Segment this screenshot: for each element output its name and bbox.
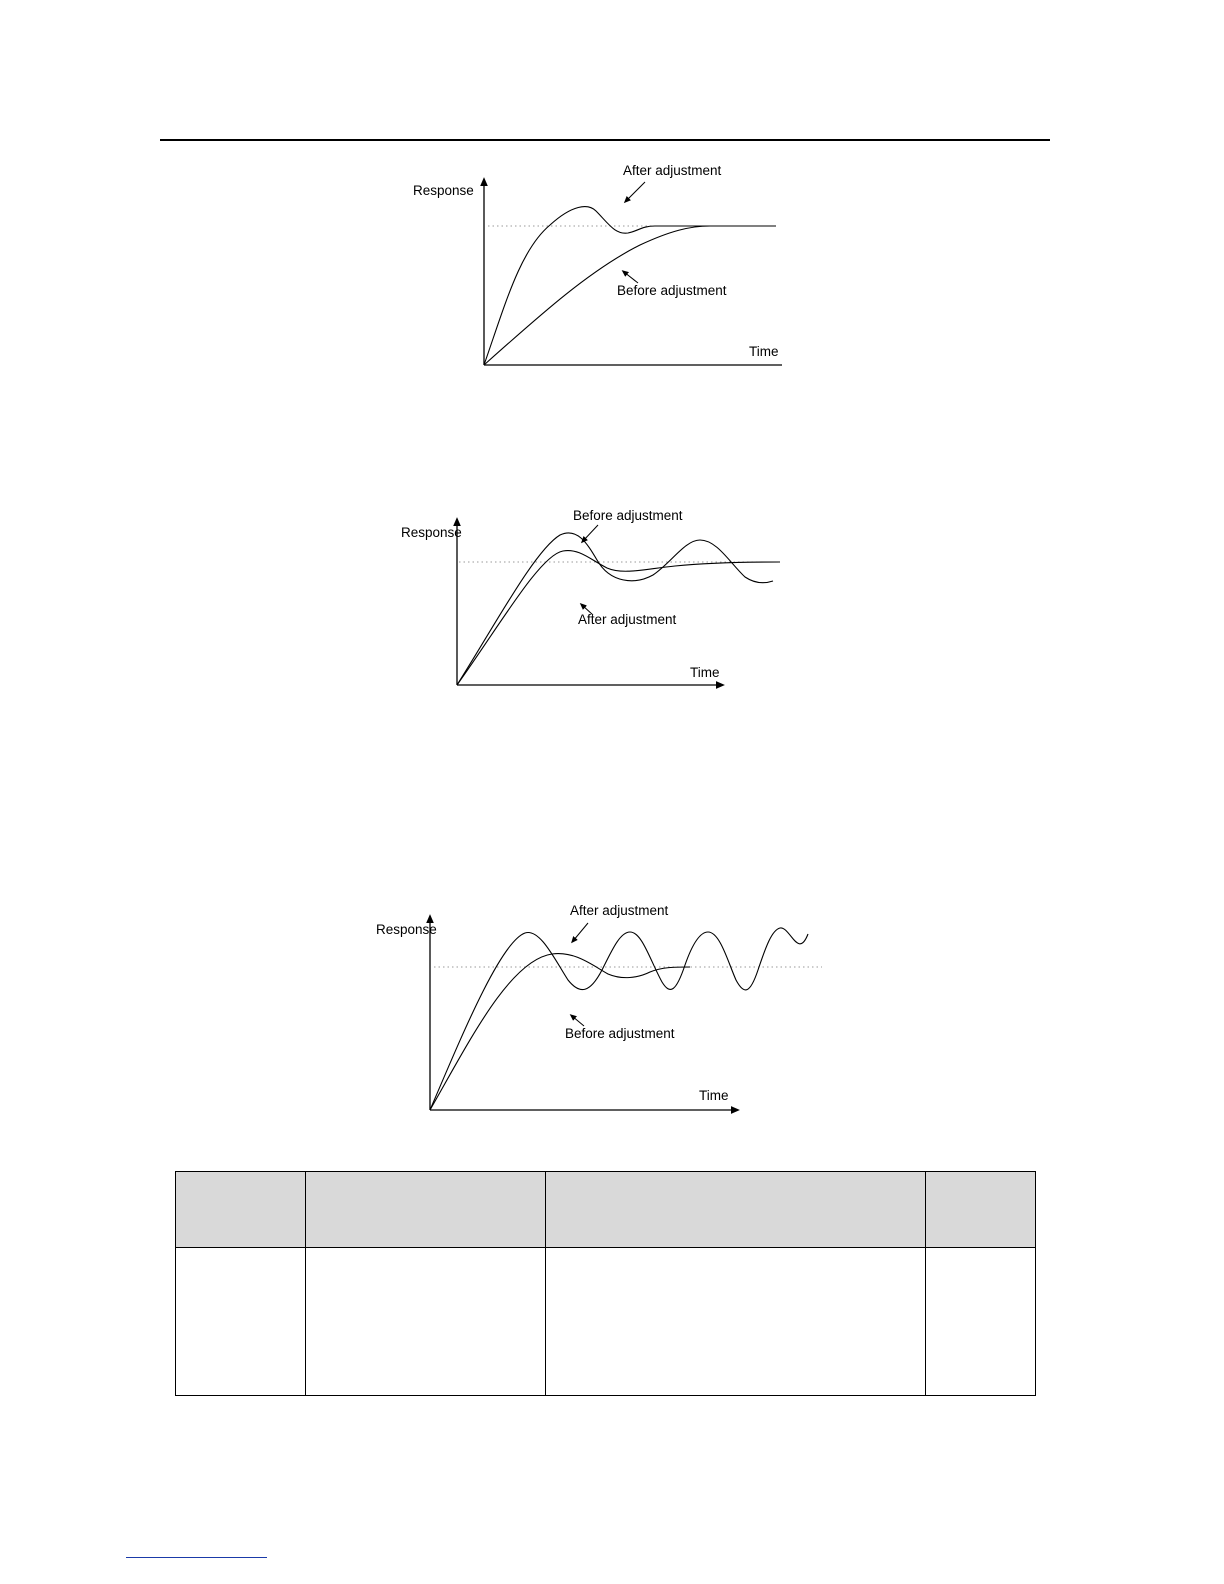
y-axis-label: Response [413, 183, 474, 198]
parameter-table [175, 1171, 1036, 1396]
annotation-label: After adjustment [570, 903, 669, 918]
table-cell [306, 1248, 546, 1396]
annotation-label: Before adjustment [573, 508, 683, 523]
before-adjustment-curve [430, 928, 808, 1110]
y-axis-label: Response [401, 525, 462, 540]
table-header-cell [546, 1172, 926, 1248]
table-cell [176, 1248, 306, 1396]
response-figure-2 [395, 505, 795, 695]
annotation-label: Before adjustment [565, 1026, 675, 1041]
table-cell [926, 1248, 1036, 1396]
annotation-pointer [572, 1016, 584, 1026]
table-cell [546, 1248, 926, 1396]
before-adjustment-curve [457, 533, 773, 685]
table-header-cell [306, 1172, 546, 1248]
x-axis-label: Time [699, 1088, 729, 1103]
table-row [176, 1248, 1036, 1396]
annotation-pointer [626, 182, 645, 201]
table-header-cell [176, 1172, 306, 1248]
annotation-pointer [573, 923, 588, 941]
y-axis-label: Response [376, 922, 437, 937]
response-figure-3 [370, 900, 830, 1120]
table-header-row [176, 1172, 1036, 1248]
footer-link-underline[interactable] [126, 1557, 267, 1558]
annotation-pointer [624, 272, 638, 283]
table-header-cell [926, 1172, 1036, 1248]
annotation-label: After adjustment [623, 163, 722, 178]
annotation-label: After adjustment [578, 612, 677, 627]
x-axis-label: Time [690, 665, 720, 680]
annotation-pointer [583, 525, 598, 541]
response-figure-1 [400, 155, 800, 375]
header-rule [160, 139, 1050, 141]
annotation-label: Before adjustment [617, 283, 727, 298]
x-axis-label: Time [749, 344, 779, 359]
